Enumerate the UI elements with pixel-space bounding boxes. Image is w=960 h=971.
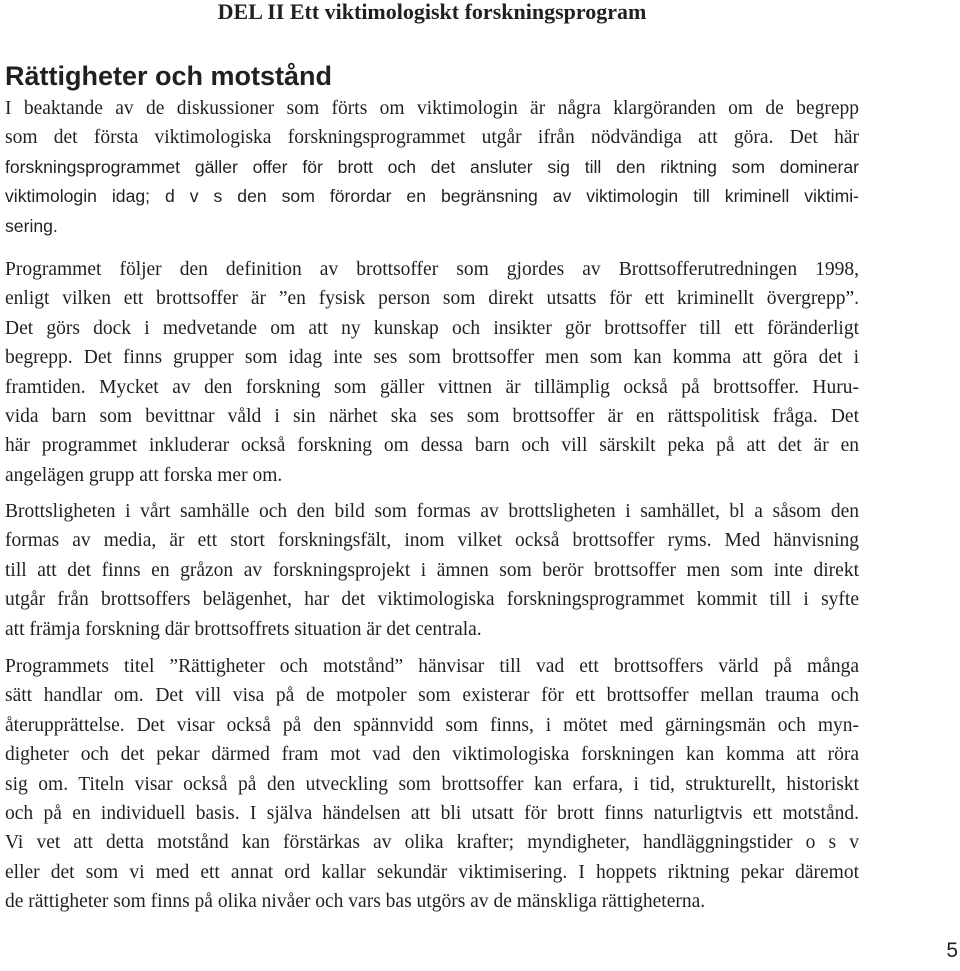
paragraph-line: och på en individuell basis. I själva händelsen att bli utsatt för brott finns naturligtvis ett motstånd. (5, 802, 859, 824)
paragraph-line: vida barn som bevittnar våld i sin närhet ska ses som brottsoffer är en rättspolitisk fråga. Det (5, 405, 859, 427)
section-title: Rättigheter och motstånd (5, 61, 333, 91)
paragraph-line: angelägen grupp att forska mer om. (5, 464, 283, 486)
paragraph-line: Brottsligheten i vårt samhälle och den bild som formas av brottsligheten i samhället, bl a såsom den (5, 501, 859, 522)
paragraph-line: I beaktande av de diskussioner som förts om viktimologin är några klargöranden om de begrepp (5, 98, 859, 119)
paragraph-line: begrepp. Det finns grupper som idag inte ses som brottsoffer men som kan komma att göra det i (5, 347, 859, 369)
paragraph-line: digheter och det pekar därmed fram mot vad den viktimologiska forskningen kan komma att röra (5, 744, 859, 766)
paragraph-4 (5, 652, 859, 917)
paragraph-line: sig om. Titeln visar också på den utveckling som brottsoffer kan erfara, i tid, strukturellt, historiskt (5, 773, 859, 795)
page-number: 5 (946, 939, 958, 962)
paragraph-2 (5, 255, 859, 490)
paragraph-line: att främja forskning där brottsoffrets situation är det centrala. (5, 618, 482, 640)
paragraph-line: till att det finns en gråzon av forskningsprojekt i ämnen som berör brottsoffer men som inte direkt (5, 559, 859, 581)
paragraph-1-continued (5, 153, 859, 241)
paragraph-line: framtiden. Mycket av den forskning som gäller vittnen är tillämplig också på brottsoffer. Huru- (5, 376, 859, 398)
paragraph-line: formas av media, är ett stort forskningsfält, inom vilket också brottsoffer ryms. Med hänvisning (5, 530, 859, 552)
running-head: DEL II Ett viktimologiskt forskningsprogram (217, 0, 647, 24)
paragraph-line: enligt vilken ett brottsoffer är ”en fysisk person som direkt utsatts för ett kriminellt övergrepp”. (5, 288, 859, 310)
paragraph-line: viktimologin idag; d v s den som förordar en begränsning av viktimologin till kriminell viktimi- (5, 186, 859, 207)
paragraph-line: forskningsprogrammet gäller offer för brott och det ansluter sig till den riktning som dominerar (5, 156, 859, 177)
paragraph-line: Det görs dock i medvetande om att ny kunskap och insikter gör brottsoffer till ett föränderligt (5, 317, 859, 339)
paragraph-line: Programmets titel ”Rättigheter och motstånd” hänvisar till vad ett brottsoffers värld på många (5, 656, 859, 677)
paragraph-line: eller det som vi med ett annat ord kallar sekundär viktimisering. I hoppets riktning pekar däremot (5, 861, 859, 883)
paragraph-line: utgår från brottsoffers belägenhet, har det viktimologiska forskningsprogrammet kommit till i syfte (5, 589, 859, 611)
paragraph-3 (5, 497, 859, 644)
paragraph-line: sering. (5, 215, 58, 236)
paragraph-line: återupprättelse. Det visar också på den spännvidd som finns, i mötet med gärningsmän och myn- (5, 714, 859, 736)
paragraph-line: de rättigheter som finns på olika nivåer och vars bas utgörs av de mänskliga rättigheterna. (5, 891, 706, 913)
paragraph-line: Vi vet att detta motstånd kan förstärkas av olika krafter; myndigheter, handläggningstider o s v (5, 832, 859, 854)
paragraph-line: sätt handlar om. Det vill visa på de motpoler som existerar för ett brottsoffer mellan trauma och (5, 685, 859, 707)
paragraph-line: här programmet inkluderar också forskning om dessa barn och vill särskilt peka på att det är en (5, 435, 859, 457)
paragraph-line: som det första viktimologiska forskningsprogrammet utgår ifrån nödvändiga att göra. Det här (5, 127, 859, 149)
paragraph-line: Programmet följer den definition av brottsoffer som gjordes av Brottsofferutredningen 1998, (5, 259, 859, 280)
paragraph-1 (5, 94, 859, 153)
